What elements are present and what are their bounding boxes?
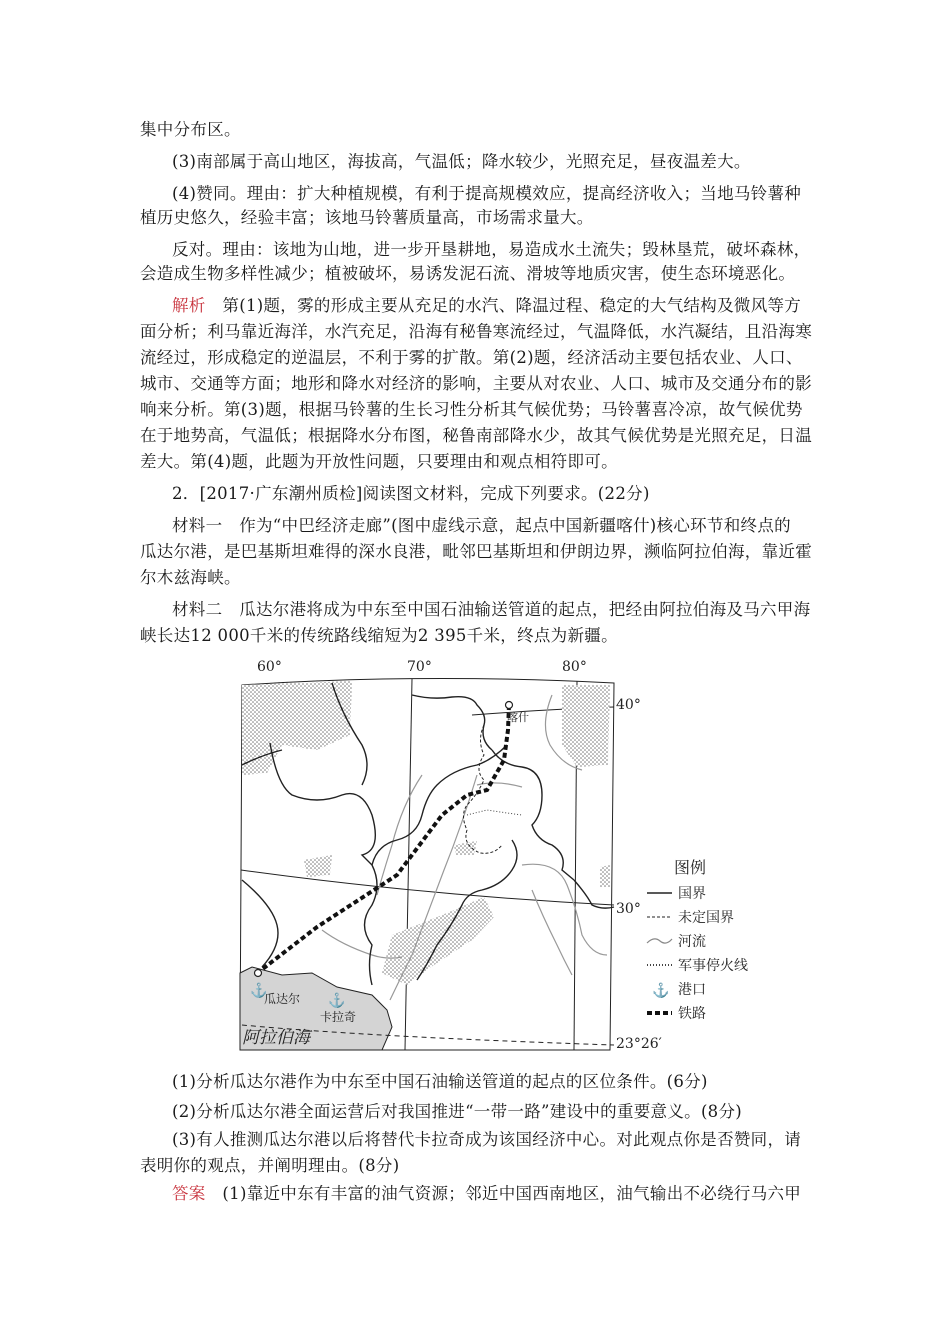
text-line: 会造成生物多样性减少；植被破坏，易诱发泥石流、滑坡等地质灾害，使生态环境恶化。	[140, 264, 796, 283]
gwadar-label: 瓜达尔	[264, 992, 301, 1006]
text-line: 植历史悠久，经验丰富；该地马铃薯质量高，市场需求量大。	[140, 208, 594, 227]
shaded-area	[562, 685, 610, 767]
legend-item: 港口	[678, 982, 706, 998]
sea-label: 阿拉伯海	[242, 1028, 310, 1048]
lat-label-tropic: 23°26′	[616, 1036, 662, 1052]
text-line: 材料一 作为“中巴经济走廊”(图中虚线示意，起点中国新疆喀什)核心环节和终点的	[172, 516, 791, 535]
anchor-icon: ⚓	[250, 983, 268, 999]
anchor-icon: ⚓	[328, 993, 346, 1009]
lon-label-80: 80°	[562, 659, 587, 675]
text-line: 响来分析。第(3)题，根据马铃薯的生长习性分析其气候优势；马铃薯喜冷凉，故气候优势	[140, 400, 803, 419]
text-line: 面分析；利马靠近海洋，水汽充足，沿海有秘鲁寒流经过，气温降低，水汽凝结，且沿海寒	[140, 322, 812, 341]
legend-title: 图例	[674, 858, 707, 877]
karachi-label: 卡拉奇	[320, 1010, 357, 1024]
map-figure	[222, 655, 762, 1055]
text-line: 表明你的观点，并阐明理由。(8分)	[140, 1156, 400, 1175]
answer-line	[172, 1184, 801, 1204]
text-line: (4)赞同。理由：扩大种植规模，有利于提高规模效应，提高经济收入；当地马铃薯种	[172, 184, 802, 203]
text-line: 材料二 瓜达尔港将成为中东至中国石油输送管道的起点，把经由阿拉伯海及马六甲海	[172, 600, 811, 619]
question-1: (1)分析瓜达尔港作为中东至中国石油输送管道的起点的区位条件。(6分)	[172, 1072, 708, 1091]
answer-label: 答案	[172, 1184, 206, 1203]
question-heading: 2．[2017·广东潮州质检]阅读图文材料，完成下列要求。(22分)	[172, 484, 650, 503]
text-line: 城市、交通等方面；地形和降水对经济的影响，主要从对农业、人口、城市及交通分布的影	[140, 374, 812, 393]
legend-item: 铁路	[678, 1006, 706, 1022]
kashgar-dot	[506, 702, 513, 709]
shaded-area	[600, 865, 610, 887]
text-line: (3)南部属于高山地区，海拔高，气温低；降水较少，光照充足，昼夜温差大。	[172, 152, 751, 171]
text-line: 峡长达12 000千米的传统路线缩短为2 395千米，终点为新疆。	[140, 626, 618, 645]
text-line: 在于地势高，气温低；根据降水分布图，秘鲁南部降水少，故其气候优势是光照充足，日温	[140, 426, 812, 445]
lon-label-60: 60°	[257, 659, 282, 675]
legend-item: 国界	[678, 886, 706, 902]
kashgar-label: 喀什	[507, 711, 529, 724]
answer-text: (1)靠近中东有丰富的油气资源；邻近中国西南地区，油气输出不必绕行马六甲	[222, 1184, 802, 1203]
text-line: 集中分布区。	[140, 120, 241, 139]
legend-item: 河流	[678, 934, 706, 950]
analysis-line	[172, 296, 801, 316]
text-line: 尔木兹海峡。	[140, 568, 241, 587]
lat-label-40: 40°	[616, 697, 641, 713]
legend-item: 未定国界	[678, 910, 734, 926]
question-2: (2)分析瓜达尔港全面运营后对我国推进“一带一路”建设中的重要意义。(8分)	[172, 1102, 743, 1121]
lon-label-70: 70°	[407, 659, 432, 675]
analysis-label: 解析	[172, 296, 206, 315]
gwadar-dot	[255, 970, 262, 977]
map-legend	[647, 858, 748, 1022]
anchor-icon: ⚓	[652, 983, 670, 999]
text-line: 瓜达尔港，是巴基斯坦难得的深水良港，毗邻巴基斯坦和伊朗边界，濒临阿拉伯海，靠近霍	[140, 542, 812, 561]
question-3: (3)有人推测瓜达尔港以后将替代卡拉奇成为该国经济中心。对此观点你是否赞同，请	[172, 1130, 802, 1149]
analysis-text: 第(1)题，雾的形成主要从充足的水汽、降温过程、稳定的大气结构及微风等方	[222, 296, 802, 315]
legend-item: 军事停火线	[678, 958, 748, 974]
text-line: 差大。第(4)题，此题为开放性问题，只要理由和观点相符即可。	[140, 452, 618, 471]
text-line: 反对。理由：该地为山地，进一步开垦耕地，易造成水土流失；毁林垦荒，破坏森林，	[172, 240, 811, 259]
lat-label-30: 30°	[616, 901, 641, 917]
text-line: 流经过，形成稳定的逆温层，不利于雾的扩散。第(2)题，经济活动主要包括农业、人口、	[140, 348, 803, 367]
